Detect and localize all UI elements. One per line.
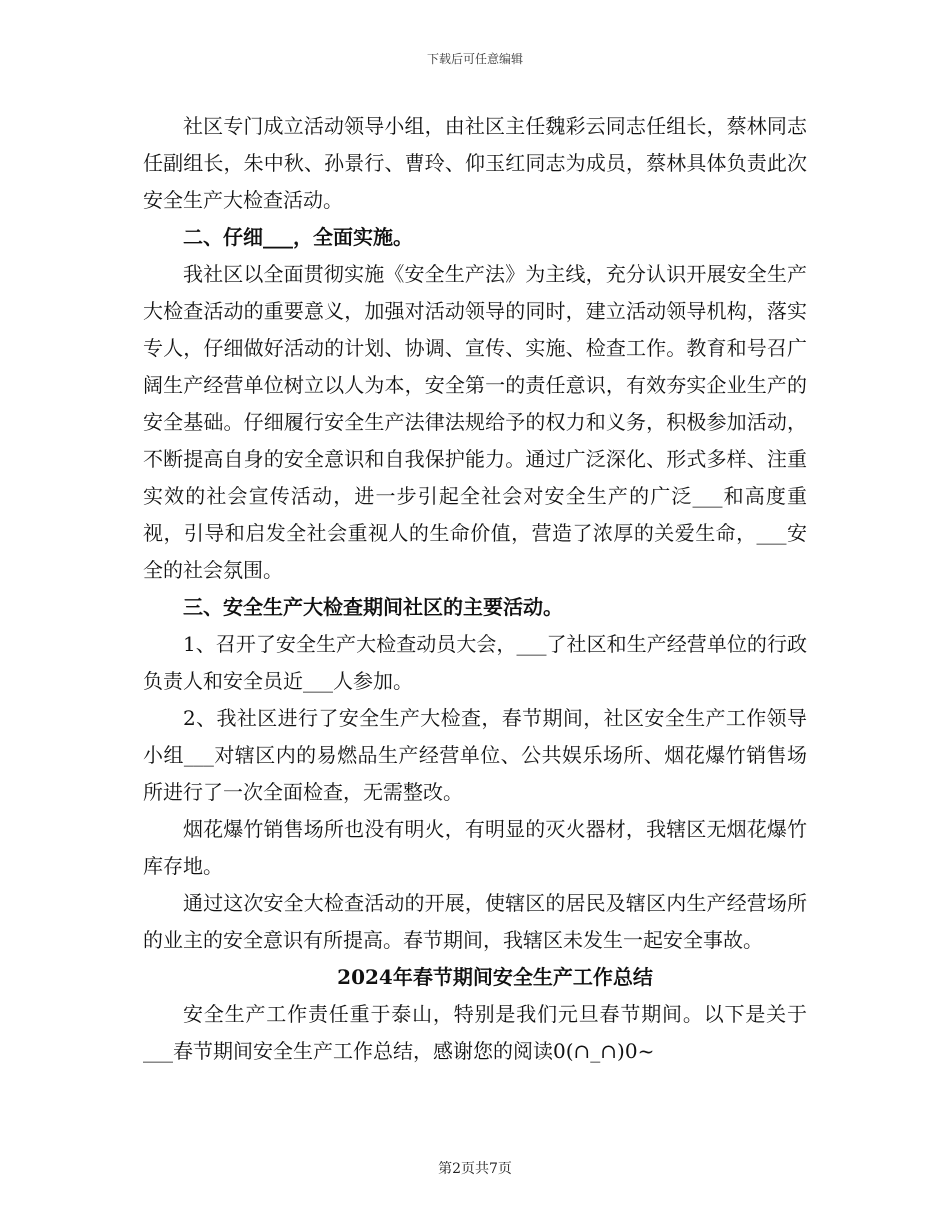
paragraph-implementation: 我社区以全面贯彻实施《安全生产法》为主线，充分认识开展安全生产大检查活动的重要意义，加强对活动领导的同时，建立活动领导机构，落实专人，仔细做好活动的计划、协调、宣传、实施、检查工作。教育和号召广阔生产经营单位树立以人为本，安全第一的责任意识，有效夯实企业生产的安全基础。仔细履行安全生产法律法规给予的权力和义务，积极参加活动，不断提高自身的安全意识和自我保护能力。通过广泛深化、形式多样、注重实效的社会宣传活动，进一步引起全社会对安全生产的广泛___和高度重视，引导和启发全社会重视人的生命价值，营造了浓厚的关爱生命，___安全的社会氛围。 xyxy=(143,262,807,582)
document-body xyxy=(143,108,807,1070)
paragraph-leadership-group: 社区专门成立活动领导小组，由社区主任魏彩云同志任组长，蔡林同志任副组长，朱中秋、孙景行、曹玲、仰玉红同志为成员，蔡林具体负责此次安全生产大检查活动。 xyxy=(143,114,807,212)
paragraph-item-1: 1、召开了安全生产大检查动员大会，___了社区和生产经营单位的行政负责人和安全员近___人参加。 xyxy=(143,632,807,693)
page-footer: 第2页共7页 xyxy=(438,1161,512,1177)
section-heading-2: 二、仔细___，全面实施。 xyxy=(183,225,413,249)
paragraph-result: 通过这次安全大检查活动的开展，使辖区的居民及辖区内生产经营场所的业主的安全意识有所提高。春节期间，我辖区未发生一起安全事故。 xyxy=(143,891,807,952)
section-heading-3: 三、安全生产大检查期间社区的主要活动。 xyxy=(183,595,563,619)
document-title: 2024年春节期间安全生产工作总结 xyxy=(337,965,653,989)
paragraph-item-2: 2、我社区进行了安全生产大检查，春节期间，社区安全生产工作领导小组___对辖区内的易燃品生产经营单位、公共娱乐场所、烟花爆竹销售场所进行了一次全面检查，无需整改。 xyxy=(143,706,807,804)
header-note: 下载后可任意编辑 xyxy=(426,52,523,66)
paragraph-intro: 安全生产工作责任重于泰山，特别是我们元旦春节期间。以下是关于___春节期间安全生产工作总结，感谢您的阅读0(∩_∩)0~ xyxy=(143,1002,807,1063)
paragraph-fireworks: 烟花爆竹销售场所也没有明火，有明显的灭火器材，我辖区无烟花爆竹库存地。 xyxy=(143,817,807,878)
